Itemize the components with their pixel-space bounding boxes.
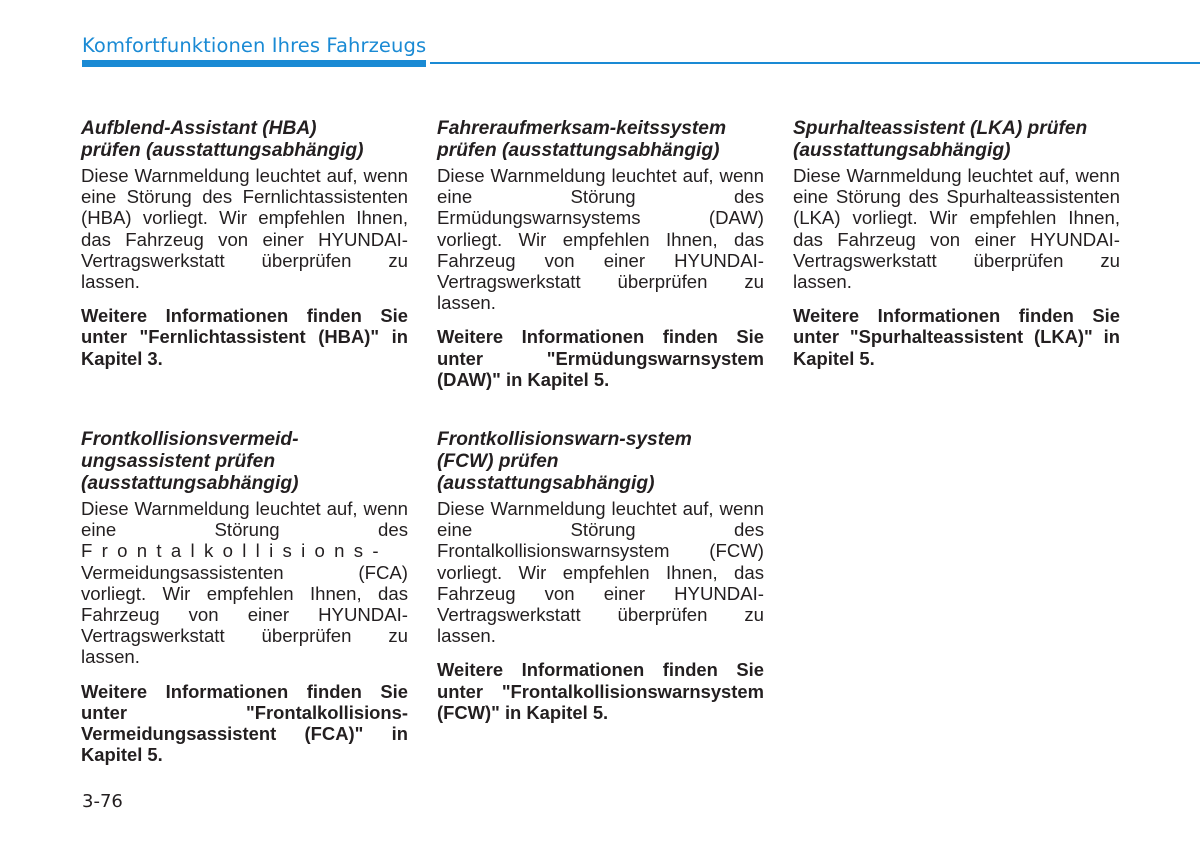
section-heading	[793, 118, 1120, 162]
heading-line: Spurhalteassistent (LKA) prüfen	[793, 118, 1088, 139]
header-rule-thin	[430, 62, 1200, 64]
section-body: Diese Warnmeldung leuchtet auf, wenn eine Störung des Frontalkollisionswarnsystem (FCW) vorliegt. Wir empfehlen Ihnen, das Fahrzeug von einer HYUNDAI-Vertragswerkstatt überprüfen zu lassen.	[437, 498, 764, 647]
heading-line: ungsassistent prüfen	[81, 451, 276, 472]
section-note: Weitere Informationen finden Sie unter "Spurhalteassistent (LKA)" in Kapitel 5.	[793, 305, 1120, 369]
heading-line: (ausstattungsabhängig)	[81, 473, 299, 494]
heading-line: Frontkollisionswarn-system	[437, 429, 692, 450]
heading-line: (ausstattungsabhängig)	[793, 140, 1011, 161]
section-heading	[437, 429, 764, 495]
heading-line: (FCW) prüfen	[437, 451, 559, 472]
heading-line: prüfen (ausstattungsabhängig)	[81, 140, 364, 161]
section-fcw	[437, 429, 764, 723]
body-text: Diese Warnmeldung leuchtet auf, wenn eine Störung des	[81, 498, 408, 541]
header-rule-thick	[82, 60, 426, 67]
heading-line: prüfen (ausstattungsabhängig)	[437, 140, 720, 161]
section-body: Diese Warnmeldung leuchtet auf, wenn eine Störung des Spurhalteassistenten (LKA) vorliegt. Wir empfehlen Ihnen, das Fahrzeug von einer HYUNDAI-Vertragswerkstatt überprüfen zu lassen.	[793, 165, 1120, 293]
section-body: Diese Warnmeldung leuchtet auf, wenn eine Störung des Fernlichtassistenten (HBA) vorliegt. Wir empfehlen Ihnen, das Fahrzeug von einer HYUNDAI-Vertragswerkstatt überprüfen zu lassen.	[81, 165, 408, 293]
heading-line: Fahreraufmerksam-keitssystem	[437, 118, 727, 139]
section-hba	[81, 118, 408, 369]
section-note: Weitere Informationen finden Sie unter "Frontalkollisions-Vermeidungsassistent (FCA)" in Kapitel 5.	[81, 680, 408, 766]
section-heading	[81, 429, 408, 495]
page-number: 3-76	[82, 791, 123, 812]
heading-line: Frontkollisionsvermeid-	[81, 429, 299, 450]
section-note: Weitere Informationen finden Sie unter "Frontalkollisionswarnsystem (FCW)" in Kapitel 5.	[437, 659, 764, 723]
section-heading	[81, 118, 408, 162]
body-spaced-word: Frontalkollisions-	[81, 540, 388, 562]
section-body: Diese Warnmeldung leuchtet auf, wenn eine Störung des Ermüdungswarnsystems (DAW) vorliegt. Wir empfehlen Ihnen, das Fahrzeug von einer HYUNDAI-Vertragswerkstatt überprüfen zu lassen.	[437, 165, 764, 314]
heading-line: (ausstattungsabhängig)	[437, 473, 655, 494]
heading-line: Aufblend-Assistant (HBA)	[81, 118, 317, 139]
section-note: Weitere Informationen finden Sie unter "Ermüdungswarnsystem (DAW)" in Kapitel 5.	[437, 326, 764, 390]
chapter-title: Komfortfunktionen Ihres Fahrzeugs	[82, 34, 427, 57]
section-lka	[793, 118, 1120, 369]
section-heading	[437, 118, 764, 162]
section-daw	[437, 118, 764, 390]
section-body	[81, 498, 408, 668]
section-note: Weitere Informationen finden Sie unter "Fernlichtassistent (HBA)" in Kapitel 3.	[81, 305, 408, 369]
body-text: Vermeidungsassistenten (FCA) vorliegt. Wir empfehlen Ihnen, das Fahrzeug von einer HYUNDAI-Vertragswerkstatt überprüfen zu lassen.	[81, 561, 408, 668]
section-fca	[81, 429, 408, 765]
